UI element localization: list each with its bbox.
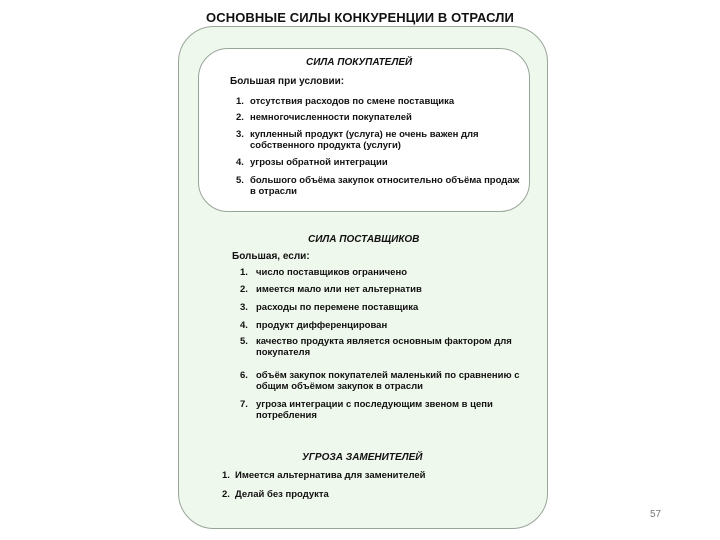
buyers-item-3-number: 3. (236, 129, 244, 140)
suppliers-item-2-text: имеется мало или нет альтернатив (256, 284, 422, 295)
buyers-item-3-text: купленный продукт (услуга) не очень важен для собственного продукта (услуги) (250, 129, 479, 151)
suppliers-item-6-number: 6. (240, 370, 248, 381)
buyers-heading: СИЛА ПОКУПАТЕЛЕЙ (306, 57, 413, 68)
substitutes-item-1-number: 1. (222, 470, 230, 481)
suppliers-item-1 (240, 267, 525, 278)
suppliers-item-4-number: 4. (240, 320, 248, 331)
substitutes-heading: УГРОЗА ЗАМЕНИТЕЛЕЙ (302, 452, 423, 463)
suppliers-item-4 (240, 320, 525, 331)
buyers-lead: Большая при условии: (230, 76, 345, 87)
suppliers-item-3-number: 3. (240, 302, 248, 313)
suppliers-item-7-number: 7. (240, 399, 248, 410)
suppliers-item-5-text: качество продукта является основным фактором для покупателя (256, 336, 512, 358)
substitutes-item-1-text: Имеется альтернатива для заменителей (235, 470, 426, 481)
suppliers-item-2 (240, 284, 525, 295)
buyers-item-1-number: 1. (236, 96, 244, 107)
suppliers-item-7 (240, 399, 525, 421)
buyers-item-2-text: немногочисленности покупателей (250, 112, 412, 123)
substitutes-item-2-text: Делай без продукта (235, 489, 329, 500)
substitutes-item-2 (222, 489, 522, 500)
suppliers-heading: СИЛА ПОСТАВЩИКОВ (308, 234, 420, 245)
suppliers-lead: Большая, если: (232, 251, 310, 262)
substitutes-item-1 (222, 470, 522, 481)
suppliers-item-4-text: продукт дифференцирован (256, 320, 388, 331)
buyers-item-2-number: 2. (236, 112, 244, 123)
buyers-item-4-text: угрозы обратной интеграции (250, 157, 388, 168)
suppliers-item-7-text: угроза интеграции с последующим звеном в цепи потребления (256, 399, 493, 421)
buyers-item-4-number: 4. (236, 157, 244, 168)
suppliers-item-2-number: 2. (240, 284, 248, 295)
substitutes-item-2-number: 2. (222, 489, 230, 500)
buyers-item-3 (236, 129, 506, 151)
buyers-item-1-text: отсутствия расходов по смене поставщика (250, 96, 455, 107)
suppliers-item-6 (240, 370, 525, 392)
page-number: 57 (650, 509, 662, 520)
buyers-item-5-text: большого объёма закупок относительно объёма продаж в отрасли (250, 175, 520, 197)
suppliers-item-3-text: расходы по перемене поставщика (256, 302, 419, 313)
page-title: ОСНОВНЫЕ СИЛЫ КОНКУРЕНЦИИ В ОТРАСЛИ (206, 10, 514, 25)
buyers-item-4 (236, 157, 526, 168)
suppliers-item-3 (240, 302, 525, 313)
suppliers-item-5-number: 5. (240, 336, 248, 347)
suppliers-item-1-text: число поставщиков ограничено (256, 267, 407, 278)
suppliers-item-5 (240, 336, 525, 358)
buyers-item-2 (236, 112, 526, 123)
buyers-item-5 (236, 175, 520, 197)
buyers-item-1 (236, 96, 526, 107)
suppliers-item-6-text: объём закупок покупателей маленький по сравнению с общим объёмом закупок в отрасли (256, 370, 520, 392)
buyers-item-5-number: 5. (236, 175, 244, 186)
suppliers-item-1-number: 1. (240, 267, 248, 278)
